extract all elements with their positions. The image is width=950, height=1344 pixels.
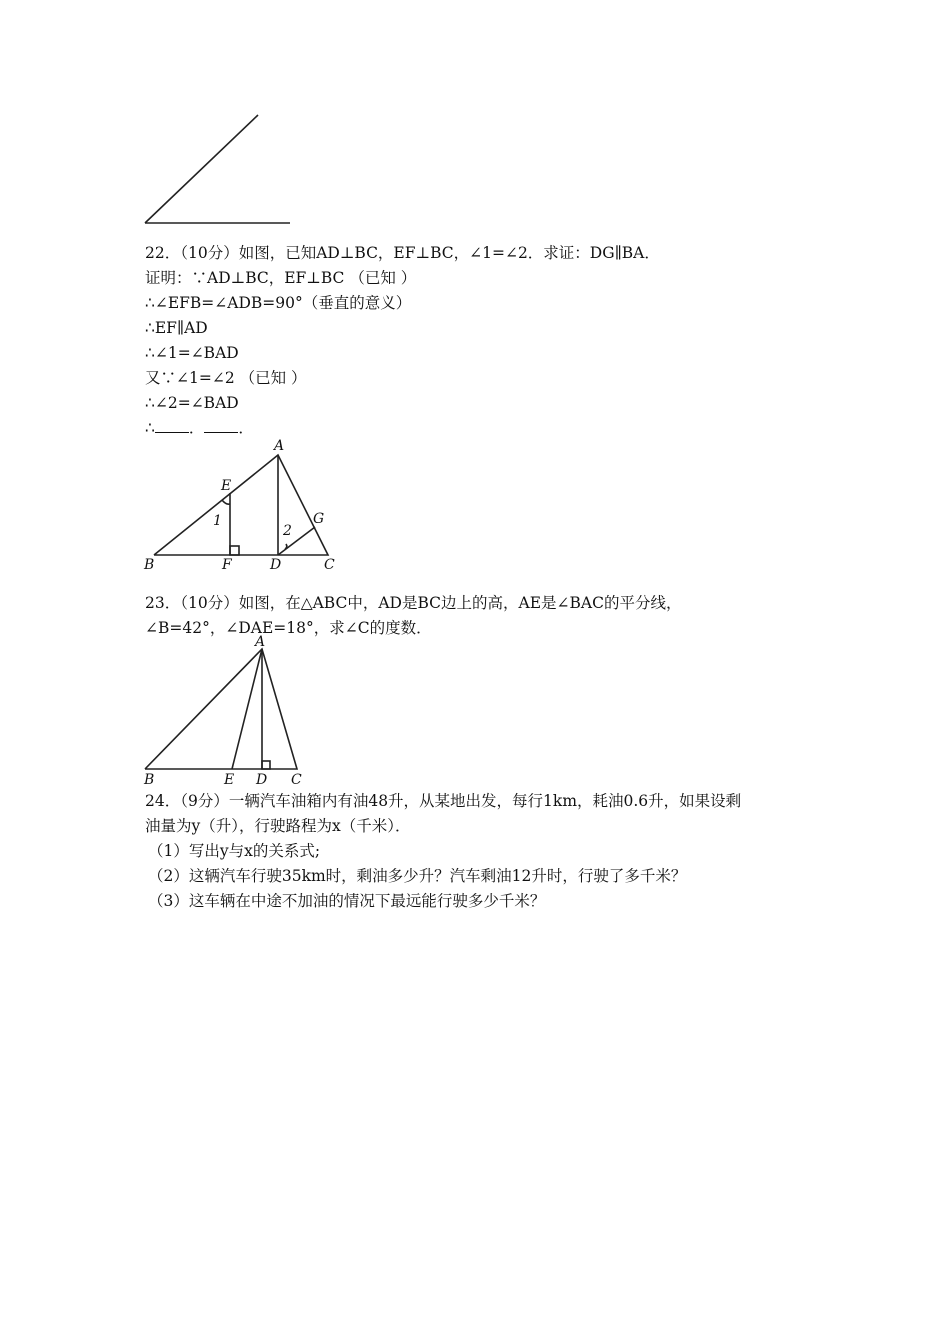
proof-line-4: ∴∠1=∠BAD: [145, 344, 239, 362]
conclusion-suffix: ．: [238, 419, 254, 437]
answer-blank-2[interactable]: [204, 418, 238, 433]
label-C-23: C: [291, 772, 302, 788]
triangle-abc-22: [154, 455, 328, 555]
label-B-23: B: [144, 772, 155, 788]
label-E: E: [221, 478, 232, 494]
proof-line-3: ∴EF∥AD: [145, 319, 208, 337]
right-angle-mark-f: [230, 546, 239, 555]
label-2: 2: [283, 523, 292, 539]
proof-line-5: 又∵∠1=∠2 （已知 ）: [145, 369, 307, 387]
triangle-figure-22: [140, 435, 350, 575]
problem-23-line-1: 23．（10分）如图，在△ABC中，AD是BC边上的高，AE是∠BAC的平分线，: [145, 594, 682, 612]
label-D: D: [270, 557, 282, 573]
problem-24-question-3: （3）这车辆在中途不加油的情况下最远能行驶多少千米？: [148, 892, 546, 910]
answer-blank-1[interactable]: [155, 418, 189, 433]
triangle-figure-23: [140, 632, 320, 792]
problem-24-line-2: 油量为y（升），行驶路程为x（千米）．: [145, 817, 411, 835]
angle-ray-slanted: [145, 115, 258, 223]
problem-24-question-1: （1）写出y与x的关系式;: [148, 842, 321, 860]
angle-figure: [140, 110, 300, 230]
label-E-23: E: [224, 772, 235, 788]
label-A-23: A: [255, 634, 266, 650]
angle-2-arc: [285, 544, 287, 549]
label-1: 1: [213, 513, 222, 529]
label-F: F: [222, 557, 232, 573]
conclusion-prefix: ∴: [145, 419, 155, 437]
label-G: G: [313, 511, 325, 527]
problem-23-line-2: ∠B=42°，∠DAE=18°，求∠C的度数．: [145, 619, 432, 637]
label-A: A: [274, 438, 285, 454]
label-D-23: D: [256, 772, 268, 788]
proof-line-2: ∴∠EFB=∠ADB=90°（垂直的意义）: [145, 294, 412, 312]
label-C: C: [324, 557, 335, 573]
conclusion-separator: ．: [188, 419, 205, 437]
problem-24-question-2: （2）这辆汽车行驶35km时，剩油多少升？汽车剩油12升时，行驶了多千米？: [148, 867, 687, 885]
proof-line-6: ∴∠2=∠BAD: [145, 394, 239, 412]
segment-ae: [232, 649, 262, 769]
problem-22-header: 22．（10分）如图，已知AD⊥BC，EF⊥BC，∠1=∠2．求证：DG∥BA．: [145, 244, 660, 262]
proof-line-1: 证明：∵AD⊥BC，EF⊥BC （已知 ）: [145, 269, 417, 287]
right-angle-mark-d: [262, 761, 270, 769]
triangle-abc-23: [145, 649, 297, 769]
angle-1-arc: [222, 500, 230, 504]
problem-24-line-1: 24．（9分）一辆汽车油箱内有油48升，从某地出发，每行1km，耗油0.6升，如果设剩: [145, 792, 742, 810]
label-B: B: [144, 557, 155, 573]
